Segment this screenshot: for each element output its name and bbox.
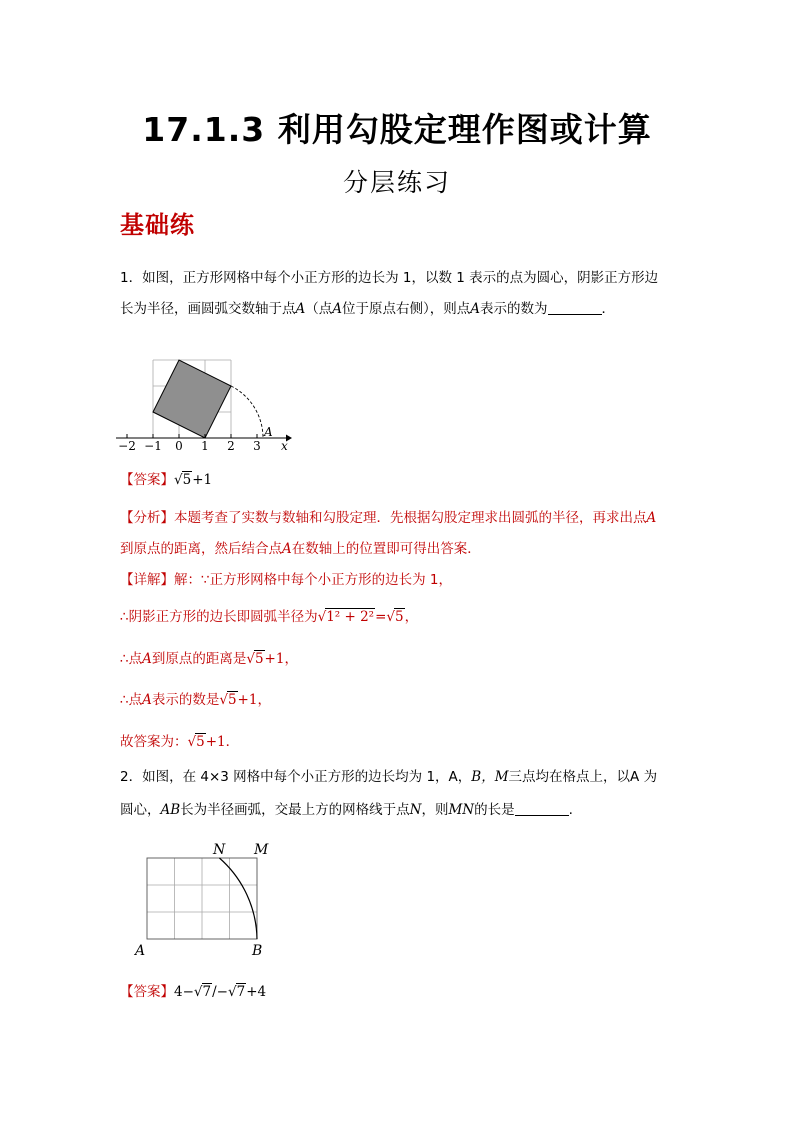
q1-text-line2: 长为半径，画圆弧交数轴于点A（点A位于原点右侧），则点A表示的数为 ． [120, 301, 615, 317]
axis-ticks [127, 434, 257, 438]
q2-grid-figure [130, 838, 280, 964]
page-title: 17.1.3 利用勾股定理作图或计算 [142, 110, 652, 149]
label-b: B [252, 943, 263, 959]
arc-ab [219, 858, 257, 939]
axis-x-label: x [281, 439, 288, 453]
q2-text-line1: 2．如图，在 4×3 网格中每个小正方形的边长均为 1，A，B，M三点均在格点上，以A 为 [120, 769, 658, 785]
tick-labels [118, 439, 261, 453]
tick-label: 1 [201, 439, 209, 453]
answer-blank[interactable] [548, 301, 602, 315]
tick-label: −1 [144, 439, 162, 453]
point-a-label: A [264, 425, 273, 439]
shaded-square [153, 360, 231, 438]
q1-detail-line3: ∴点A到原点的距离是√5+1， [120, 651, 298, 667]
q1-detail-line1: 【详解】解：∵正方形网格中每个小正方形的边长为 1， [120, 572, 452, 588]
tick-label: −2 [118, 439, 136, 453]
tick-label: 3 [253, 439, 261, 453]
q1-detail-line2: ∴阴影正方形的边长即圆弧半径为√1² + 2²=√5， [120, 609, 419, 625]
tick-label: 0 [175, 439, 183, 453]
label-a: A [135, 943, 146, 959]
q1-analysis-line2: 到原点的距离，然后结合点A在数轴上的位置即可得出答案． [120, 541, 481, 557]
q1-detail-line4: ∴点A表示的数是√5+1， [120, 692, 271, 708]
label-n: N [213, 842, 226, 858]
q1-number-line-figure [114, 348, 294, 454]
tick-label: 2 [227, 439, 235, 453]
section-heading: 基础练 [120, 211, 195, 239]
q1-text-line1: 1．如图，正方形网格中每个小正方形的边长为 1，以数 1 表示的点为圆心，阴影正方形边 [120, 270, 659, 286]
page-subtitle: 分层练习 [342, 168, 451, 197]
answer-blank[interactable] [515, 802, 569, 816]
arc-dashed [231, 386, 263, 438]
q2-text-line2: 圆心，AB长为半径画弧，交最上方的网格线于点N，则MN的长是 . [120, 802, 573, 818]
q1-analysis-line1: 【分析】本题考查了实数与数轴和勾股定理．先根据勾股定理求出圆弧的半径，再求出点A [120, 510, 657, 526]
grid-lines [147, 858, 257, 939]
q1-answer: 【答案】√5+1 [120, 472, 213, 488]
q1-final-answer: 故答案为：√5+1． [120, 734, 240, 750]
label-m: M [254, 842, 269, 858]
q2-answer: 【答案】4−√7/−√7+4 [120, 984, 267, 1000]
